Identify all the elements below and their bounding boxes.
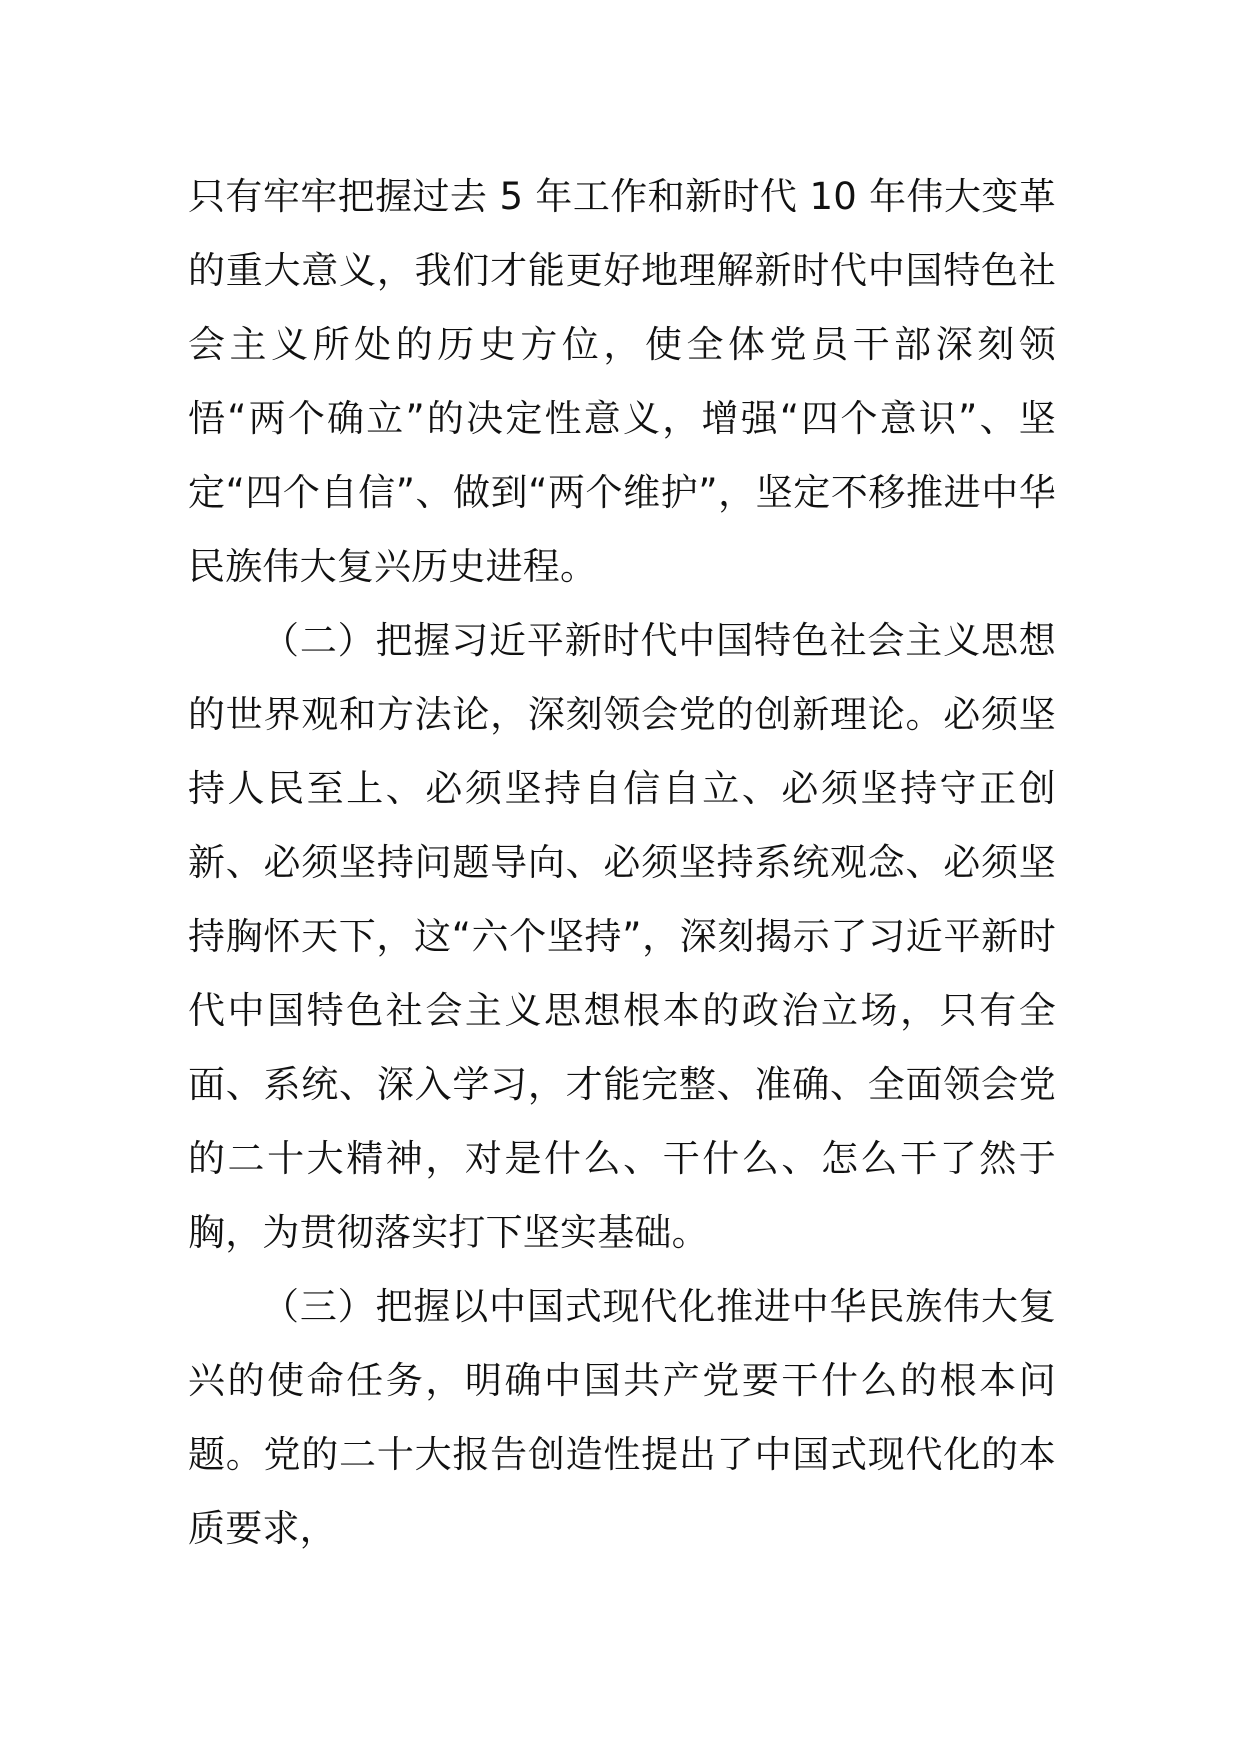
paragraph-3: （三）把握以中国式现代化推进中华民族伟大复兴的使命任务，明确中国共产党要干什么的根本问题。党的二十大报告创造性提出了中国式现代化的本质要求， [188,1285,1056,1550]
paragraph-2: （二）把握习近平新时代中国特色社会主义思想的世界观和方法论，深刻领会党的创新理论。必须坚持人民至上、必须坚持自信自立、必须坚持守正创新、必须坚持问题导向、必须坚持系统观念、必须坚持胸怀天下，这“六个坚持”，深刻揭示了习近平新时代中国特色社会主义思想根本的政治立场，只有全面、系统、深入学习，才能完整、准确、全面领会党的二十大精神，对是什么、干什么、怎么干了然于胸，为贯彻落实打下坚实基础。 [188,619,1056,1254]
paragraph-1: 只有牢牢把握过去 5 年工作和新时代 10 年伟大变革的重大意义，我们才能更好地理解新时代中国特色社会主义所处的历史方位，使全体党员干部深刻领悟“两个确立”的决定性意义，增强“四个意识”、坚定“四个自信”、做到“两个维护”，坚定不移推进中华民族伟大复兴历史进程。 [188,175,1056,588]
document-body [188,160,1056,1566]
